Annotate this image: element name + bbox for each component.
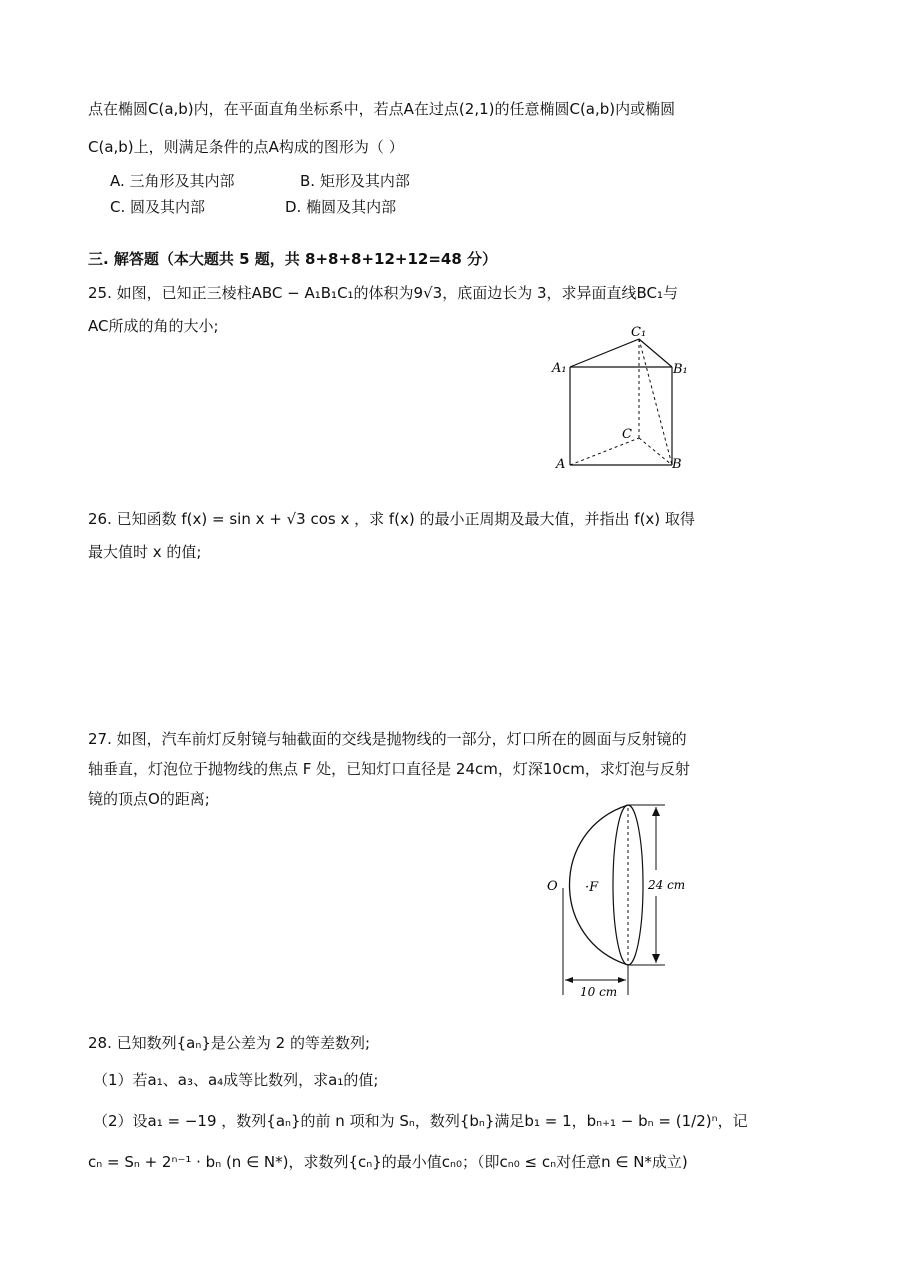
- label-b1: B₁: [673, 362, 688, 377]
- q24-line1: 点在椭圆C(a,b)内，在平面直角坐标系中，若点A在过点(2,1)的任意椭圆C(a,b)内或椭圆: [88, 100, 676, 118]
- q28-line1: 28. 已知数列{aₙ}是公差为 2 的等差数列;: [88, 1034, 371, 1052]
- prism-figure: [545, 322, 705, 477]
- label-b: B: [672, 457, 682, 472]
- headlight-figure: [540, 800, 700, 998]
- q26-line1: 26. 已知函数 f(x) = sin x + √3 cos x ，求 f(x) 的最小正周期及最大值，并指出 f(x) 取得: [88, 510, 695, 528]
- section-heading: 三. 解答题（本大题共 5 题，共 8+8+8+12+12=48 分）: [88, 250, 498, 268]
- q25-line1: 25. 如图，已知正三棱柱ABC − A₁B₁C₁的体积为9√3，底面边长为 3，求异面直线BC₁与: [88, 284, 679, 302]
- q28-part1: （1）若a₁、a₃、a₄成等比数列，求a₁的值;: [93, 1071, 379, 1089]
- q24-option-b: B. 矩形及其内部: [300, 172, 410, 190]
- label-a1: A₁: [552, 361, 567, 376]
- label-diameter: 24 cm: [648, 878, 686, 892]
- label-a: A: [556, 457, 566, 472]
- q24-line2: C(a,b)上，则满足条件的点A构成的图形为（ ）: [88, 138, 404, 156]
- q28-part2-cont: cₙ = Sₙ + 2ⁿ⁻¹ · bₙ (n ∈ N*)，求数列{cₙ}的最小值cₙ₀；（即cₙ₀ ≤ cₙ对任意n ∈ N*成立): [88, 1153, 688, 1171]
- label-c: C: [622, 427, 632, 442]
- q25-line2: AC所成的角的大小;: [88, 317, 219, 335]
- label-o: O: [547, 879, 558, 894]
- label-depth: 10 cm: [580, 985, 618, 998]
- q26-line2: 最大值时 x 的值;: [88, 543, 202, 561]
- q24-option-c: C. 圆及其内部: [110, 198, 206, 216]
- q27-line3: 镜的顶点O的距离;: [88, 790, 210, 808]
- q24-option-a: A. 三角形及其内部: [110, 172, 235, 190]
- label-c1: C₁: [631, 325, 647, 340]
- q27-line1: 27. 如图，汽车前灯反射镜与轴截面的交线是抛物线的一部分，灯口所在的圆面与反射镜的: [88, 730, 687, 748]
- q28-part2: （2）设a₁ = −19 ，数列{aₙ}的前 n 项和为 Sₙ，数列{bₙ}满足b₁ = 1，bₙ₊₁ − bₙ = (1/2)ⁿ，记: [93, 1112, 748, 1130]
- q27-line2: 轴垂直，灯泡位于抛物线的焦点 F 处，已知灯口直径是 24cm，灯深10cm，求灯泡与反射: [88, 760, 690, 778]
- label-f: ·F: [585, 880, 599, 895]
- q24-option-d: D. 椭圆及其内部: [285, 198, 397, 216]
